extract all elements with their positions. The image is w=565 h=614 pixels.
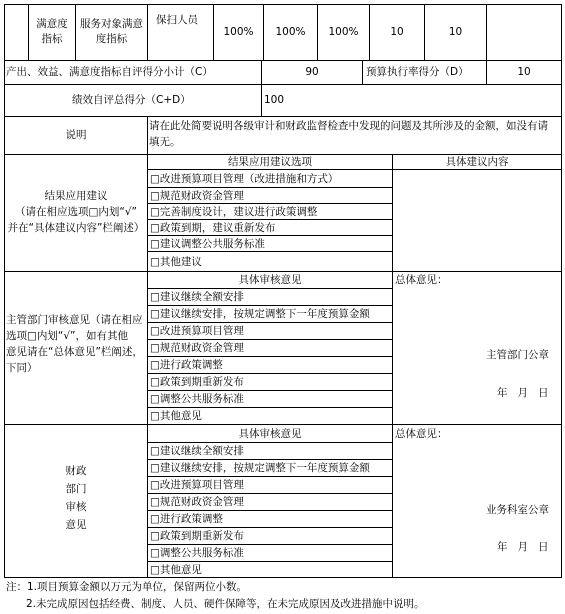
finance-option[interactable]: □建议继续全额安排 <box>150 445 244 457</box>
result-option[interactable]: □其他建议 <box>150 256 202 268</box>
completion-value: 100% <box>328 26 359 38</box>
budget-execution-value: 10 <box>517 66 531 78</box>
result-option[interactable]: □改进预算项目管理（改进措施和方式） <box>150 173 339 185</box>
finance-option[interactable]: □建议继续安排，按规定调整下一年度预算金额 <box>150 462 370 474</box>
finance-option[interactable]: □规范财政资金管理 <box>150 496 244 508</box>
explanation-label: 说明 <box>65 129 87 141</box>
self-score: 10 <box>448 26 463 38</box>
dept-option[interactable]: □政策到期重新发布 <box>150 376 244 388</box>
finance-date: 年 月 日 <box>497 541 549 553</box>
explanation-text: 请在此处简要说明各级审计和财政监督检查中发现的问题及其所涉及的金额，如没有请 填无。 <box>149 120 548 148</box>
subtotal-value: 90 <box>305 66 319 78</box>
finance-review-label: 财政 部门 审核 意见 <box>65 465 87 531</box>
finance-seal: 业务科室公章 <box>486 504 549 516</box>
dept-option[interactable]: □进行政策调整 <box>150 359 223 371</box>
finance-option[interactable]: □进行政策调整 <box>150 513 223 525</box>
finance-options-header: 具体审核意见 <box>238 428 302 440</box>
finance-option[interactable]: □其他意见 <box>150 564 202 576</box>
dept-option[interactable]: □规范财政资金管理 <box>150 342 244 354</box>
actual-value: 100% <box>275 26 306 38</box>
dept-options-header: 具体审核意见 <box>238 274 302 286</box>
indicator-subject: 保扫人员 <box>156 14 198 26</box>
dept-seal: 主管部门公章 <box>486 349 549 361</box>
dept-overall-label: 总体意见： <box>395 274 448 286</box>
note-1: 注：1.项目预算金额以万元为单位，保留两位小数。 <box>6 581 248 593</box>
result-option[interactable]: □建议调整公共服务标准 <box>150 238 265 250</box>
result-option[interactable]: □规范财政资金管理 <box>150 190 244 202</box>
subtotal-label: 产出、效益、满意度指标自评得分小计（C） <box>6 66 213 78</box>
finance-option[interactable]: □改进预算项目管理 <box>150 479 244 491</box>
finance-overall-label: 总体意见： <box>395 428 448 440</box>
finance-option[interactable]: □政策到期重新发布 <box>150 530 244 542</box>
service-satisfaction-indicator-label: 服务对象满意 度指标 <box>80 18 143 45</box>
result-content-header: 具体建议内容 <box>445 156 509 168</box>
result-application-label: 结果应用建议 （请在相应选项□内划“√” 并在“具体建议内容”栏阐述） <box>7 190 145 234</box>
result-options-header: 结果应用建议选项 <box>228 156 312 168</box>
total-score-label: 绩效自评总得分（C+D） <box>72 94 191 106</box>
result-option[interactable]: □政策到期，建议重新发布 <box>150 222 276 234</box>
dept-option[interactable]: □改进预算项目管理 <box>150 325 244 337</box>
note-2: 2.未完成原因包括经费、制度、人员、硬件保障等，在未完成原因及改进措施中说明。 <box>26 598 425 610</box>
total-score-value: 100 <box>264 94 285 106</box>
annual-target: 100% <box>223 26 254 38</box>
dept-review-label: 主管部门审核意见（请在相应 选项□内划“√”，如有其他 意见请在“总体意见”栏阐述， 下同） <box>6 314 143 374</box>
dept-option[interactable]: □调整公共服务标准 <box>150 393 244 405</box>
dept-option[interactable]: □建议继续全额安排 <box>150 291 244 303</box>
dept-option[interactable]: □其他意见 <box>150 410 202 422</box>
dept-date: 年 月 日 <box>497 387 549 399</box>
weight-score: 10 <box>390 26 404 38</box>
budget-execution-label: 预算执行率得分（D） <box>366 66 469 78</box>
result-option[interactable]: □完善制度设计，建议进行政策调整 <box>150 206 318 218</box>
finance-option[interactable]: □调整公共服务标准 <box>150 547 244 559</box>
satisfaction-indicator-label: 满意度 指标 <box>36 18 68 45</box>
dept-option[interactable]: □建议继续安排，按规定调整下一年度预算金额 <box>150 308 370 320</box>
